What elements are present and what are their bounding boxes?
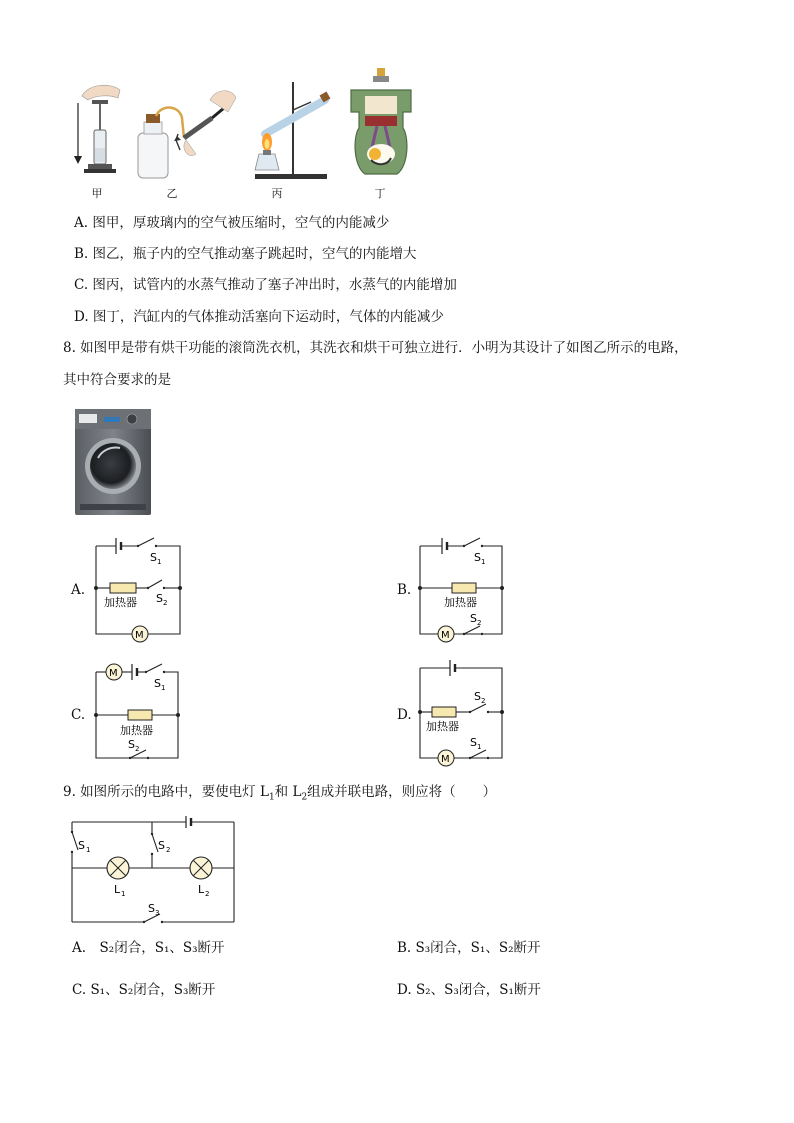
- lamp-label-l1: L: [114, 883, 121, 896]
- q8-stem-line1: 8. 如图甲是带有烘干功能的滚筒洗衣机，其洗衣和烘干可独立进行．小明为其设计了如图乙所示的电路，: [63, 340, 688, 356]
- svg-text:M: M: [135, 630, 144, 641]
- svg-text:2: 2: [481, 697, 486, 705]
- figure-yi-bottle-pump-illustration: [132, 78, 242, 188]
- svg-text:1: 1: [477, 743, 482, 751]
- q8-circuit-a: [90, 530, 190, 640]
- figure-label-yi: 乙: [166, 187, 178, 200]
- heater-label: 加热器: [104, 596, 137, 609]
- lamp-l1-icon: [107, 857, 129, 879]
- svg-text:2: 2: [166, 846, 171, 854]
- lamp-l2-icon: [190, 857, 212, 879]
- svg-text:M: M: [109, 668, 118, 679]
- q8-option-a-letter: A.: [71, 582, 86, 598]
- svg-text:1: 1: [157, 558, 162, 566]
- switch-label-s2: S: [158, 839, 165, 852]
- svg-text:2: 2: [135, 745, 140, 753]
- q8-circuit-c: [90, 658, 190, 768]
- heater-resistor: [452, 583, 476, 593]
- svg-text:加热器: 加热器: [426, 720, 459, 733]
- figure-label-jia: 甲: [91, 187, 103, 200]
- svg-text:M: M: [441, 754, 450, 765]
- switch-label-s3: S: [148, 902, 155, 915]
- q7-option-a: A. 图甲，厚玻璃内的空气被压缩时，空气的内能减少: [74, 215, 390, 231]
- q7-option-c: C. 图丙，试管内的水蒸气推动了塞子冲出时，水蒸气的内能增加: [74, 277, 457, 293]
- svg-text:2: 2: [163, 599, 168, 607]
- svg-text:1: 1: [161, 684, 166, 692]
- q7-option-b: B. 图乙，瓶子内的空气推动塞子跳起时，空气的内能增大: [74, 246, 417, 262]
- lamp-label-l2: L: [198, 883, 205, 896]
- figure-label-ding: 丁: [374, 187, 386, 200]
- q9-option-c: C. S₁、S₂闭合，S₃断开: [72, 982, 216, 998]
- heater-resistor: [128, 710, 152, 720]
- svg-text:S: S: [128, 738, 135, 751]
- q9-stem: 9. 如图所示的电路中，要使电灯 $L_1$和 $L_2$组成并联电路，则应将（ ）: [63, 784, 497, 803]
- q9-circuit: [68, 816, 243, 926]
- svg-text:S: S: [474, 551, 481, 564]
- svg-text:3: 3: [155, 909, 160, 917]
- q7-option-d: D. 图丁，汽缸内的气体推动活塞向下运动时，气体的内能减少: [74, 309, 444, 325]
- figure-bing-test-tube-burner-illustration: [245, 78, 335, 188]
- q8-option-b-letter: B.: [397, 582, 412, 598]
- svg-text:加热器: 加热器: [120, 724, 153, 737]
- washing-machine-image: [74, 408, 152, 516]
- svg-text:2: 2: [477, 619, 482, 627]
- svg-text:S: S: [156, 592, 163, 605]
- svg-text:M: M: [441, 630, 450, 641]
- q9-option-a: A. S₂闭合，S₁、S₃断开: [72, 940, 225, 956]
- switch-label-s1: S: [78, 839, 85, 852]
- figure-jia-piston-illustration: [70, 78, 130, 188]
- svg-text:1: 1: [481, 558, 486, 566]
- svg-text:1: 1: [121, 890, 126, 898]
- q8-circuit-d: [414, 656, 514, 771]
- svg-text:S: S: [470, 612, 477, 625]
- q9-option-b: B. S₃闭合，S₁、S₂断开: [397, 940, 541, 956]
- svg-text:S: S: [470, 736, 477, 749]
- svg-text:S: S: [474, 690, 481, 703]
- q8-circuit-b: [414, 530, 514, 640]
- q8-stem-line2: 其中符合要求的是: [63, 372, 171, 388]
- svg-text:S: S: [154, 677, 161, 690]
- q8-option-c-letter: C.: [71, 707, 86, 723]
- q8-option-d-letter: D.: [397, 707, 412, 723]
- figure-ding-engine-cylinder-illustration: [347, 66, 417, 181]
- heater-resistor: [432, 707, 456, 717]
- svg-text:1: 1: [86, 846, 91, 854]
- heater-resistor: [110, 583, 136, 593]
- figure-label-bing: 丙: [271, 187, 283, 200]
- svg-text:加热器: 加热器: [444, 596, 477, 609]
- q9-option-d: D. S₂、S₃闭合，S₁断开: [397, 982, 541, 998]
- svg-text:2: 2: [205, 890, 210, 898]
- switch-label-s1: S: [150, 551, 157, 564]
